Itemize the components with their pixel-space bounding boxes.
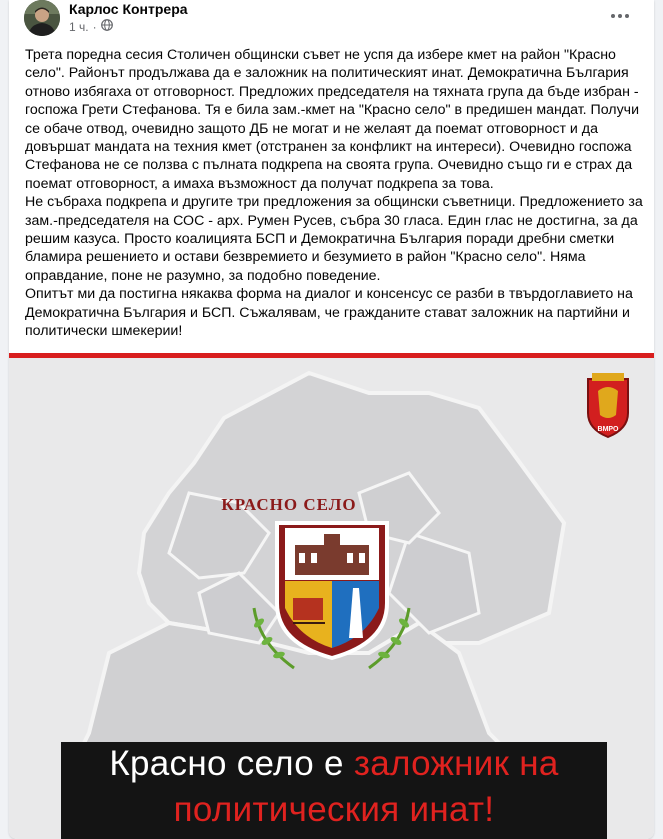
- facebook-post: [9, 0, 654, 839]
- author-avatar[interactable]: [24, 0, 60, 36]
- post-paragraph: Не събраха подкрепа и другите три предложения за общински съветници. Предложението за зам.-председателя на СОС - арх. Румен Русев, събра 30 гласа. Един глас не достигна, за да решим казуса. Просто коалицията БСП и Демократична България поради дребни сметки бламира решението и остави безвремието и безумието в район "Красно село". Няма оправдание, поне не разумно, за подобно поведение.: [25, 194, 643, 284]
- post-paragraph: Трета поредна сесия Столичен общински съвет не успя да избере кмет на район "Красно село". Районът продължава да е заложник на политическият инат. Демократична България отново избягаха от отговорност. Предложих председателя на тяхната група да бъде избран - госпожа Грети Стефанова. Тя е била зам.-кмет на "Красно село" в предишен мандат. Получи се обаче отвод, очевидно защото ДБ не могат и не желаят да поемат отговорност и да довършат мандата на техния кмет (отстранен за конфликт на интереси). Очевидно госпожа Стефанова не се ползва с пълната подкрепа на своята група. Очевидно също ги е страх да поемат отговорност, а имаха възможност да получат подкрепа за това.: [25, 47, 639, 192]
- caption-red-text: заложник на: [353, 744, 559, 783]
- more-options-icon[interactable]: [608, 6, 632, 26]
- post-body: [25, 46, 645, 341]
- vmro-logo-text: ВМРО: [597, 426, 619, 433]
- globe-icon: [101, 19, 113, 34]
- post-paragraph: Опитът ми да постигна някаква форма на диалог и консенсус се разби в твърдоглавието на Демократична България и БСП. Съжалявам, че гражданите стават заложник на партийни и политически шмекерии!: [25, 286, 633, 340]
- post-meta: 1 ч. ·: [69, 19, 113, 34]
- author-name[interactable]: Карлос Контрера: [69, 1, 188, 17]
- caption-banner: [61, 742, 607, 839]
- emblem-title: КРАСНО СЕЛО: [221, 495, 357, 514]
- caption-line-2: [61, 790, 607, 830]
- post-image[interactable]: [9, 353, 654, 839]
- post-header: [9, 0, 654, 40]
- post-timestamp[interactable]: 1 ч.: [69, 19, 89, 34]
- krasno-selo-emblem: [277, 523, 387, 658]
- vmro-logo: [584, 369, 632, 439]
- caption-line-1: [61, 744, 607, 784]
- caption-red-text-2: политическия инат!: [173, 790, 495, 829]
- caption-white-text: Красно село е: [109, 744, 354, 783]
